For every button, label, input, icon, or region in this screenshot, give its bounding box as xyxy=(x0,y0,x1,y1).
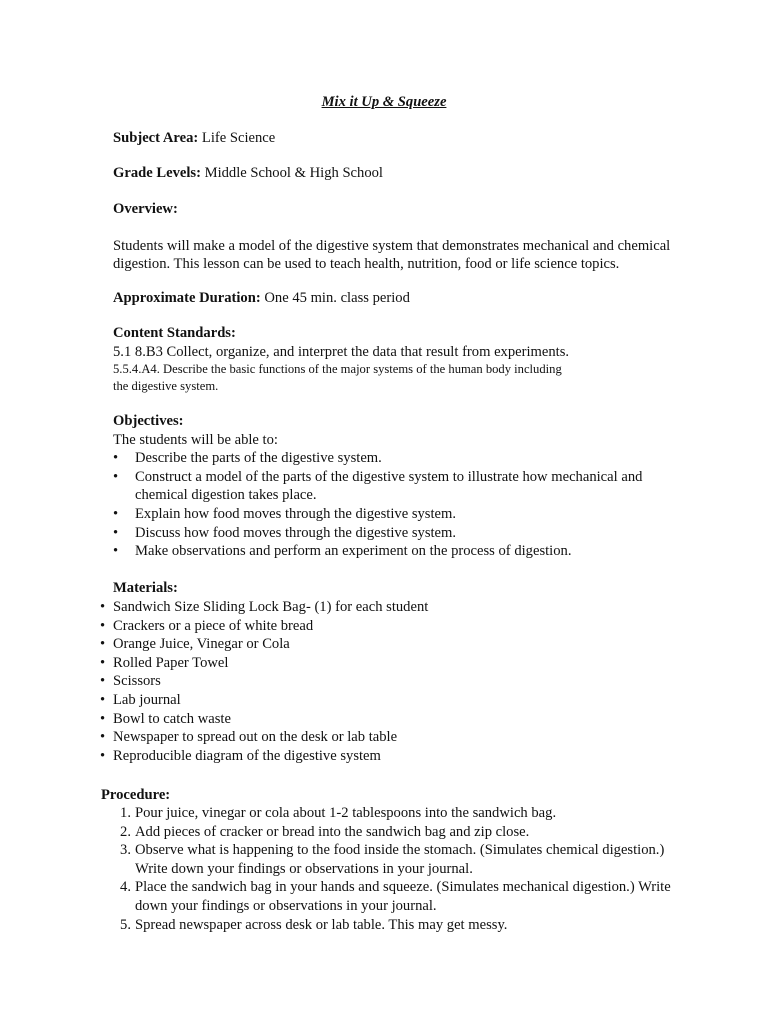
bullet: • xyxy=(100,710,106,727)
list-item xyxy=(113,449,713,468)
list-item-text: chemical digestion takes place. xyxy=(135,487,317,504)
bullet: • xyxy=(100,747,106,764)
bullet: • xyxy=(113,450,119,467)
list-item xyxy=(100,728,700,747)
list-item xyxy=(113,505,713,524)
list-item xyxy=(100,710,700,729)
bullet: • xyxy=(113,468,119,485)
bullet: • xyxy=(100,729,106,746)
list-item xyxy=(100,691,700,710)
list-item xyxy=(113,524,713,543)
content-standards xyxy=(113,324,713,395)
step-number: 1. xyxy=(120,805,131,821)
list-item xyxy=(113,468,713,505)
standard-line: 5.1 8.B3 Collect, organize, and interpret the data that result from experiments. xyxy=(113,343,570,360)
list-item-text: Spread newspaper across desk or lab table. This may get messy. xyxy=(135,916,508,933)
list-item xyxy=(113,823,713,842)
step-number: 3. xyxy=(120,842,131,859)
list-item-text: Discuss how food moves through the digestive system. xyxy=(135,524,457,541)
subject-area xyxy=(113,129,713,148)
list-item-text: Orange Juice, Vinegar or Cola xyxy=(113,636,290,653)
overview-section xyxy=(113,200,713,274)
list-item-text: Newspaper to spread out on the desk or lab table xyxy=(113,729,398,746)
list-item-text: Sandwich Size Sliding Lock Bag- (1) for each student xyxy=(113,599,429,615)
list-item-text: Construct a model of the parts of the digestive system to illustrate how mechanical and xyxy=(135,468,643,485)
list-item xyxy=(100,617,700,636)
list-item xyxy=(100,672,700,691)
overview-text-line: Students will make a model of the digestive system that demonstrates mechanical and chemical xyxy=(113,237,671,254)
step-number: 4. xyxy=(120,879,131,896)
bullet: • xyxy=(100,673,106,690)
subject-area-label: Subject Area: xyxy=(113,130,199,146)
list-item xyxy=(100,598,700,617)
list-item-text: Write down your findings or observations in your journal. xyxy=(135,860,473,877)
bullet: • xyxy=(113,524,119,541)
list-item-text: Describe the parts of the digestive system. xyxy=(135,450,382,467)
list-item xyxy=(113,916,713,935)
objectives-intro: The students will be able to: xyxy=(113,431,278,448)
procedure-list xyxy=(113,804,713,934)
objectives-heading: Objectives: xyxy=(113,413,184,429)
standard-line: the digestive system. xyxy=(113,379,219,394)
materials-heading: Materials: xyxy=(113,580,178,596)
materials-heading-wrap xyxy=(113,579,713,598)
duration xyxy=(113,289,713,308)
step-number: 5. xyxy=(120,916,131,933)
standard-line: 5.5.4.A4. Describe the basic functions of the major systems of the human body including xyxy=(113,362,562,377)
bullet: • xyxy=(113,543,119,560)
grade-levels-value: Middle School & High School xyxy=(204,165,383,181)
list-item-text: Add pieces of cracker or bread into the sandwich bag and zip close. xyxy=(135,823,530,840)
list-item xyxy=(113,878,713,915)
list-item-text: Explain how food moves through the digestive system. xyxy=(135,505,457,522)
bullet: • xyxy=(100,617,106,634)
overview-text-line: digestion. This lesson can be used to teach health, nutrition, food or life science topics. xyxy=(113,256,620,273)
list-item-text: Scissors xyxy=(113,673,161,690)
subject-area-value: Life Science xyxy=(201,130,276,146)
list-item-text: down your findings or observations in your journal. xyxy=(135,897,437,914)
step-number: 2. xyxy=(120,823,131,840)
content-standards-heading: Content Standards: xyxy=(113,325,236,341)
overview-heading: Overview: xyxy=(113,201,178,217)
list-item-text: Observe what is happening to the food inside the stomach. (Simulates chemical digestion.) xyxy=(135,842,665,859)
materials-list xyxy=(100,598,700,765)
list-item-text: Pour juice, vinegar or cola about 1-2 tablespoons into the sandwich bag. xyxy=(135,805,557,821)
bullet: • xyxy=(113,505,119,522)
list-item xyxy=(113,804,713,823)
bullet: • xyxy=(100,654,106,671)
duration-label: Approximate Duration: xyxy=(113,290,261,306)
list-item-text: Place the sandwich bag in your hands and squeeze. (Simulates mechanical digestion.) Write xyxy=(135,879,671,896)
grade-levels xyxy=(113,164,713,183)
list-item-text: Lab journal xyxy=(113,691,181,708)
document-title: Mix it Up & Squeeze xyxy=(321,94,447,110)
list-item xyxy=(113,542,713,561)
list-item xyxy=(100,654,700,673)
bullet: • xyxy=(100,599,106,615)
grade-levels-label: Grade Levels: xyxy=(113,165,201,181)
objectives-list xyxy=(113,449,713,561)
objectives-section xyxy=(113,412,713,561)
list-item xyxy=(100,747,700,766)
bullet: • xyxy=(100,636,106,653)
list-item xyxy=(100,635,700,654)
list-item-text: Bowl to catch waste xyxy=(113,710,231,727)
list-item-text: Crackers or a piece of white bread xyxy=(113,617,314,634)
list-item xyxy=(113,841,713,878)
duration-value: One 45 min. class period xyxy=(264,290,410,306)
list-item-text: Rolled Paper Towel xyxy=(113,654,229,671)
list-item-text: Make observations and perform an experiment on the process of digestion. xyxy=(135,543,572,560)
list-item-text: Reproducible diagram of the digestive system xyxy=(113,747,381,764)
bullet: • xyxy=(100,691,106,708)
procedure-heading: Procedure: xyxy=(101,787,171,803)
